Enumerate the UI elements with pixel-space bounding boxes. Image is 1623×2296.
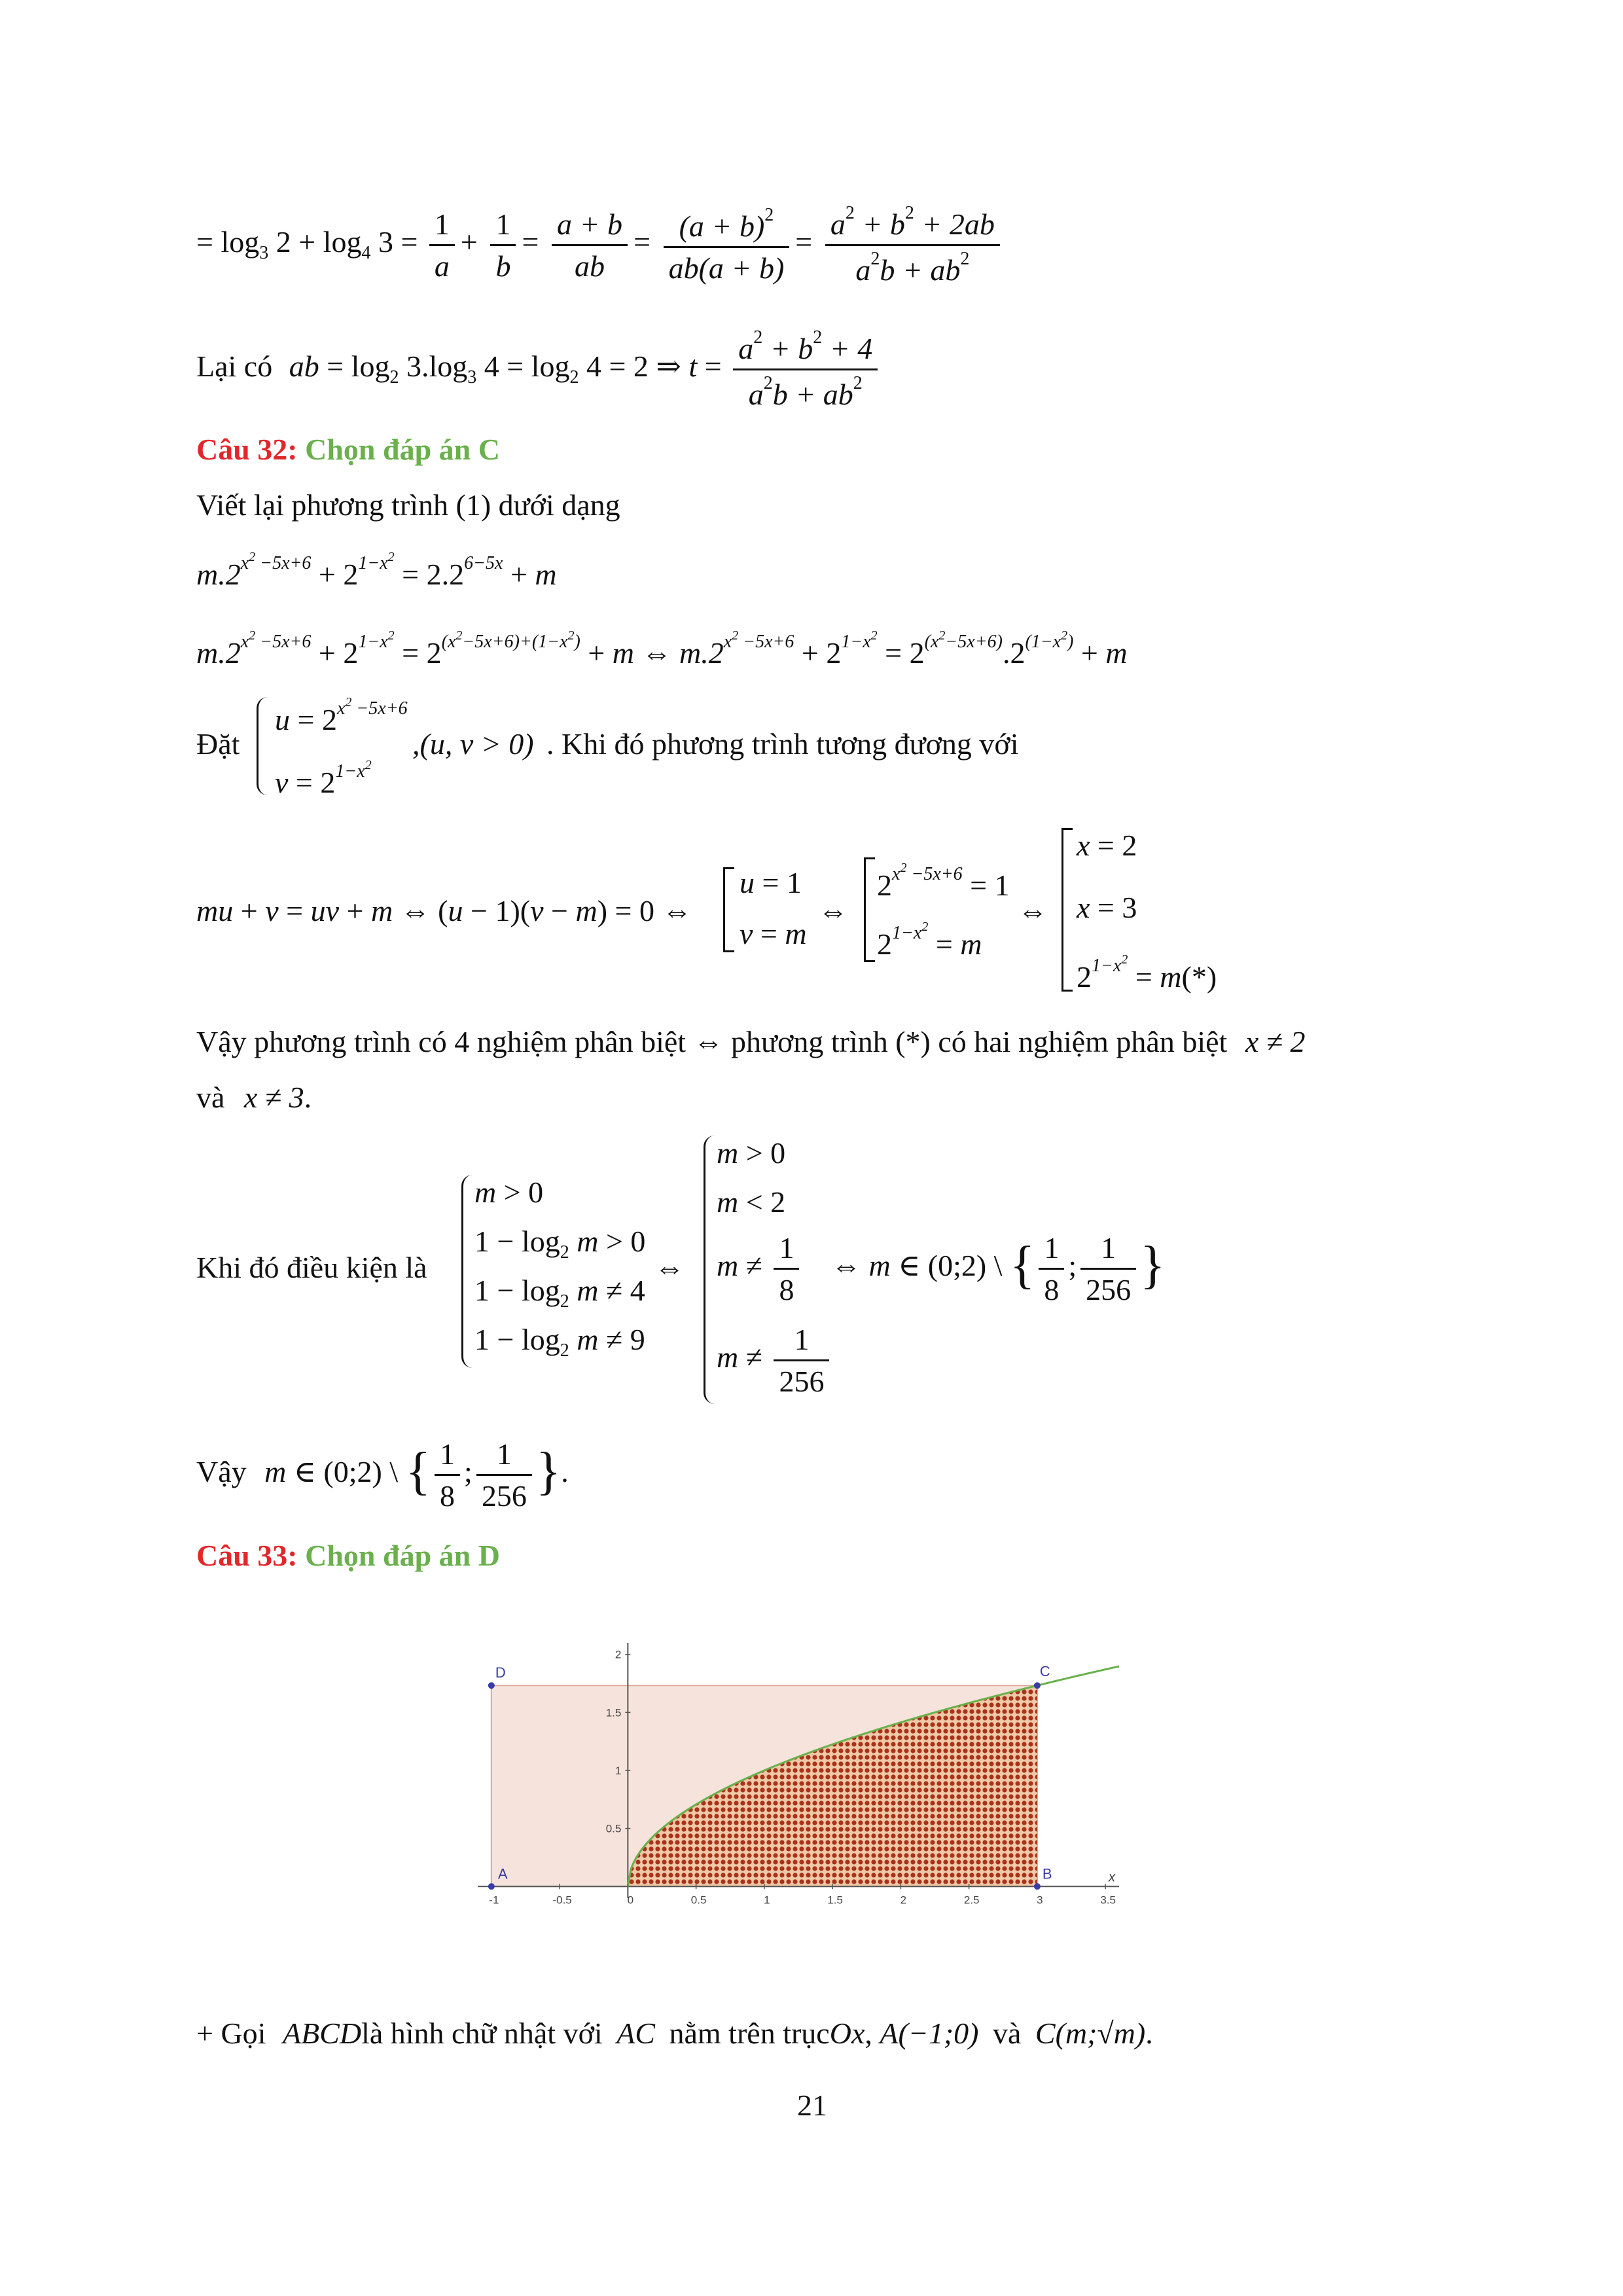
q32-rewrite: Viết lại phương trình (1) dưới dạng — [196, 488, 620, 522]
x-tick-label: 0.5 — [690, 1893, 707, 1907]
equation-line-1: = $\log_3 2 + \log_4 3$ = $\frac{1}{a}$ + $\frac{1}{b}$ = $\frac{a + b}{ab}$ = $\frac{(a + b)^2}{ab(a + b)}$ = $\frac{a^2 + b^2 + 2ab}{a^2b + ab^2}$ — [196, 203, 1004, 287]
cond-1-line-4: $1 - \log_2 m \ne 9$ — [474, 1323, 645, 1361]
cond-2-line-1: m > 0 — [717, 1136, 786, 1170]
q32-label: Câu 32: — [196, 433, 298, 466]
bracket-2 — [864, 857, 866, 962]
dat-cond: ,(u, v > 0) — [412, 727, 534, 761]
y-tick-label: 2 — [615, 1648, 622, 1661]
cond-1-line-2: $1 - \log_2 m > 0$ — [474, 1225, 646, 1263]
x-tick-label: 2 — [900, 1893, 907, 1907]
point-a — [488, 1883, 495, 1890]
conclusion-2-post: . — [304, 1081, 312, 1114]
x-tick-label: -1 — [489, 1893, 499, 1907]
q33-heading — [196, 1538, 500, 1573]
cond-2-line-4: m ≠ $\frac{1}{256}$ — [717, 1322, 833, 1399]
conclusion-1-text: Vậy phương trình có 4 nghiệm phân biệt ⇔ phương trình (*) có hai nghiệm phân biệt — [196, 1025, 1228, 1058]
dat-u: $u = 2^{x^2 -5x+6}$ — [275, 695, 408, 736]
bottom-end: . — [1145, 2017, 1153, 2050]
x-tick-label: -0.5 — [552, 1893, 572, 1907]
conclusion-2-math: x ≠ 3 — [243, 1081, 304, 1114]
dat-text: . Khi đó phương trình tương đương với — [546, 727, 1019, 761]
bottom-ox: Ox — [829, 2017, 865, 2050]
dat-v: $v = 2^{1-x^2}$ — [275, 758, 372, 799]
bracket-1-line-1: u = 1 — [740, 866, 802, 899]
point-label-a: A — [497, 1865, 508, 1882]
final-line: Vậy m ∈ (0;2) \ { $\frac{1}{8}$ ; $\frac{1}{256}$ }. — [196, 1437, 569, 1513]
x-axis-label: x — [1109, 1870, 1115, 1885]
point-label-b: B — [1042, 1865, 1052, 1882]
equation-line-2: Lại có ab = $\log_2 3.\log_3$ $4 = \log_2 4 = 2$ ⇒ t = $\frac{a^2 + b^2 + 4}{a^2b + ab^2}$ — [196, 327, 882, 412]
bottom-line: + Gọi ABCDlà hình chữ nhật với AC nằm trên trụcOx, A(−1;0) và C(m;√m). — [196, 2017, 1153, 2050]
arrow-3: ⇔ — [654, 1251, 685, 1284]
y-tick-label: 1 — [615, 1765, 622, 1777]
cond-2-line-3: m ≠ $\frac{1}{8}$ — [717, 1230, 803, 1307]
bottom-point-c: C(m;√m) — [1035, 2017, 1146, 2050]
page-number: 21 — [797, 2089, 827, 2122]
point-c — [1034, 1682, 1041, 1689]
conclusion-1 — [196, 1024, 1306, 1059]
bracket-3-line-1: x = 2 — [1077, 829, 1137, 862]
q32-heading — [196, 432, 500, 467]
x-tick-label: 3.5 — [1100, 1893, 1116, 1907]
point-label-d: D — [495, 1664, 506, 1681]
area-chart — [471, 1630, 1126, 1918]
point-b — [1034, 1883, 1041, 1890]
arrow-1: ⇔ — [818, 894, 848, 927]
bottom-text-3: và — [992, 2017, 1022, 2050]
q32-answer: Chọn đáp án C — [305, 433, 500, 466]
x-tick-label: 1 — [764, 1893, 770, 1907]
condition-brace-1 — [461, 1175, 473, 1368]
equation-m2: $m.2^{x^2 -5x+6} + 2^{1-x^2} = 2.2^{6-5x} + m$ — [196, 550, 557, 591]
condition-brace-2 — [704, 1136, 715, 1404]
equation-m2-expanded: $m.2^{x^2 -5x+6} + 2^{1-x^2} = 2^{(x^2-5x+6)+(1-x^2)} + m$ ⇔ $m.2^{x^2 -5x+6} + 2^{1-x^2} = 2^{(x^2-5x+6)}.2^{(1-x^2)} + m$ — [196, 628, 1128, 670]
bracket-3-line-2: x = 3 — [1077, 891, 1137, 924]
conclusion-1-math: x ≠ 2 — [1245, 1025, 1306, 1058]
x-tick-label: 0 — [627, 1893, 634, 1907]
dat-label: Đặt — [196, 727, 240, 761]
cond-result: ⇔ m ∈ (0;2) \ { $\frac{1}{8}$ ; $\frac{1}{256}$ } — [831, 1231, 1166, 1306]
cond-1-line-3: $1 - \log_2 m \ne 4$ — [474, 1274, 645, 1312]
cond-1-line-1: m > 0 — [474, 1175, 544, 1209]
bracket-2-line-1: $2^{x^2 -5x+6} = 1$ — [877, 861, 1010, 902]
conclusion-2 — [196, 1080, 312, 1115]
y-tick-label: 0.5 — [605, 1822, 622, 1835]
q33-answer: Chọn đáp án D — [305, 1539, 500, 1572]
bracket-3-line-3: $2^{1-x^2} = m(*)$ — [1077, 952, 1217, 994]
bottom-ac: AC — [616, 2017, 655, 2050]
q33-label: Câu 33: — [196, 1539, 298, 1572]
dat-brace — [257, 697, 268, 795]
x-tick-label: 2.5 — [963, 1893, 980, 1907]
bottom-point-a: A(−1;0) — [880, 2017, 979, 2050]
conclusion-2-pre: và — [196, 1081, 225, 1114]
bottom-text-2: nằm trên trục — [669, 2017, 830, 2050]
bottom-text-1: là hình chữ nhật với — [361, 2017, 603, 2050]
point-label-c: C — [1039, 1663, 1050, 1680]
x-tick-label: 1.5 — [827, 1893, 843, 1907]
y-tick-label: 1.5 — [605, 1706, 622, 1719]
arrow-2: ⇔ — [1018, 894, 1048, 927]
final-pre: Vậy — [196, 1455, 247, 1489]
bottom-pre: + Gọi — [196, 2017, 266, 2050]
bracket-2-line-2: $2^{1-x^2} = m$ — [877, 920, 982, 961]
text-lai-co: Lại có — [196, 350, 273, 384]
bracket-1-line-2: v = m — [740, 917, 807, 950]
bottom-abcd: ABCD — [282, 2017, 362, 2050]
condition-text: Khi đó điều kiện là — [196, 1251, 427, 1284]
bracket-3 — [1061, 828, 1063, 992]
bracket-1 — [723, 867, 725, 952]
cond-2-line-2: m < 2 — [717, 1185, 786, 1219]
equation-mu-v: mu + v = uv + m ⇔ (u − 1)(v − m) = 0 ⇔ — [196, 894, 692, 927]
point-d — [488, 1682, 495, 1689]
x-tick-label: 3 — [1037, 1893, 1043, 1907]
